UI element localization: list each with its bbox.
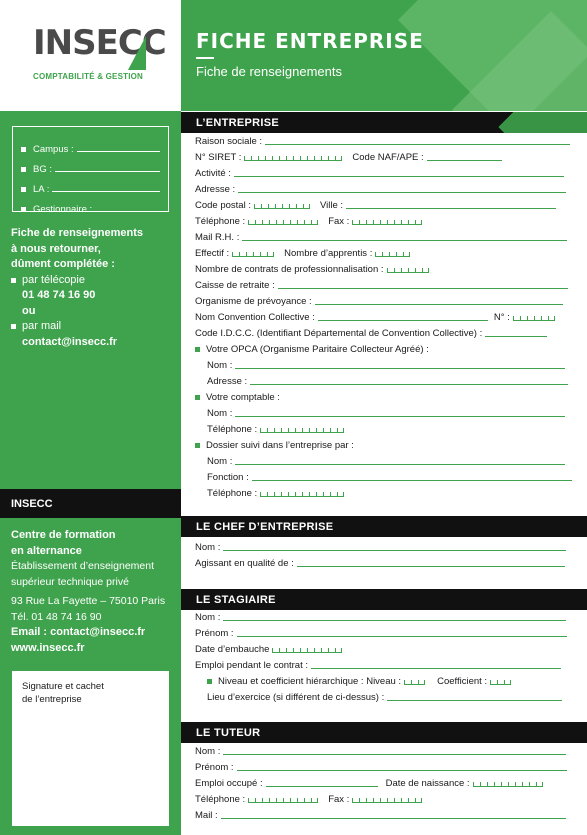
tut-prenom-input[interactable]	[237, 770, 567, 771]
opca-nom-row	[207, 357, 565, 371]
ent-mail-rh-row	[195, 229, 567, 243]
stag-lieu-row	[207, 689, 562, 703]
chef-nom-input[interactable]	[223, 550, 566, 551]
field-label: Téléphone :	[195, 794, 246, 805]
comptable-nom-row	[207, 405, 565, 419]
tut-prenom-row	[195, 759, 567, 773]
tut-emploi-input[interactable]	[266, 786, 378, 787]
ent-effectif-digit-boxes[interactable]	[375, 249, 410, 257]
ent-activite-input[interactable]	[234, 176, 564, 177]
school-email[interactable]: Email : contact@insecc.fr	[11, 626, 146, 638]
dossier-tel-digit-boxes[interactable]	[260, 489, 344, 497]
stag-prenom-row	[195, 625, 567, 639]
dossier-nom-row	[207, 453, 565, 467]
return-instructions: Fiche de renseignements à nous retourner, dûment complétée : par télécopie 01 48 74 16 90 ou par mail contact@insecc.fr	[11, 226, 143, 350]
ent-cp-ville-digit-boxes[interactable]	[254, 201, 310, 209]
field-label: Adresse :	[207, 376, 248, 387]
header	[181, 0, 587, 111]
field-label: Fax :	[328, 216, 350, 227]
field-label: Nom :	[195, 612, 221, 623]
tut-tel-fax-digit-boxes[interactable]	[352, 795, 422, 803]
ent-prevoyance-row	[195, 293, 563, 307]
bullet-icon	[21, 207, 26, 212]
field-label: Nom :	[207, 456, 233, 467]
field-label: Date d’embauche	[195, 644, 270, 655]
field-label: Nombre d’apprentis :	[284, 248, 373, 259]
chef-qualite-row	[195, 555, 565, 569]
ent-caisse-input[interactable]	[278, 288, 568, 289]
tut-nom-input[interactable]	[223, 754, 566, 755]
stag-niveau-row	[207, 673, 515, 687]
ent-prevoyance-input[interactable]	[315, 304, 563, 305]
field-label: Fonction :	[207, 472, 249, 483]
stag-niveau-digit-boxes[interactable]	[490, 677, 511, 685]
dossier-nom-input[interactable]	[235, 464, 565, 465]
field-label: Ville :	[319, 200, 344, 211]
side-fields-box	[12, 126, 169, 215]
field-label: Raison sociale :	[195, 136, 263, 147]
logo-area	[0, 0, 181, 111]
field-label: Mail R.H. :	[195, 232, 240, 243]
bullet-icon	[21, 147, 26, 152]
stag-emploi-input[interactable]	[311, 668, 561, 669]
ent-cp-ville-row	[195, 197, 556, 211]
stag-emploi-row	[195, 657, 561, 671]
field-label: Prénom :	[195, 628, 234, 639]
bullet-icon	[11, 278, 16, 283]
field-label: Votre OPCA (Organisme Paritaire Collecteur Agréé) :	[206, 344, 429, 355]
gestionnaire-field[interactable]: Gestionnaire :	[21, 195, 160, 215]
stag-embauche-row	[195, 641, 346, 655]
tut-tel-fax-digit-boxes[interactable]	[248, 795, 318, 803]
bullet-icon	[11, 324, 16, 329]
ent-convention-digit-boxes[interactable]	[513, 313, 555, 321]
tut-tel-fax-row	[195, 791, 426, 805]
field-label: Votre comptable :	[206, 392, 280, 403]
field-label: Emploi pendant le contrat :	[195, 660, 309, 671]
field-label: Lieu d’exercice (si différent de ci-dessus) :	[207, 692, 385, 703]
field-label: Nom Convention Collective :	[195, 312, 315, 323]
field-label: Organisme de prévoyance :	[195, 296, 312, 307]
bg-field[interactable]: BG :	[21, 155, 160, 175]
ent-tel-fax-digit-boxes[interactable]	[352, 217, 422, 225]
field-label: Mail :	[195, 810, 218, 821]
field-label: Fax :	[328, 794, 350, 805]
checkbox-square-icon	[207, 679, 212, 684]
ent-convention-input[interactable]	[318, 320, 488, 321]
ent-comptable-row	[195, 389, 283, 403]
field-label: Nom :	[195, 542, 221, 553]
page-subtitle: Fiche de renseignements	[196, 64, 342, 79]
field-label: Code NAF/APE :	[352, 152, 424, 163]
school-info: Centre de formation en alternance Établissement d’enseignement supérieur technique privé 93 Rue La Fayette – 75010 Paris Tél. 01 48 74 16 90 Email : contact@insecc.fr www.insecc.fr	[11, 528, 165, 656]
stag-niveau-digit-boxes[interactable]	[404, 677, 425, 685]
school-website-link[interactable]: www.insecc.fr	[11, 641, 85, 654]
ent-adresse-row	[195, 181, 566, 195]
section-chef: LE CHEF D’ENTREPRISE	[181, 516, 587, 537]
ent-caisse-row	[195, 277, 568, 291]
ent-siret-digit-boxes[interactable]	[244, 153, 342, 161]
field-label: Téléphone :	[195, 216, 246, 227]
ent-mail-rh-input[interactable]	[242, 240, 567, 241]
field-label: Nombre de contrats de professionnalisation :	[195, 264, 384, 275]
campus-field[interactable]: Campus :	[21, 135, 160, 155]
ent-opca-row	[195, 341, 432, 355]
dossier-fonction-input[interactable]	[252, 480, 572, 481]
school-bar: INSECC	[0, 489, 181, 518]
ent-tel-fax-row	[195, 213, 426, 227]
ent-idcc-input[interactable]	[485, 336, 547, 337]
ent-cp-ville-input[interactable]	[346, 208, 556, 209]
chef-nom-row	[195, 539, 566, 553]
tut-nom-row	[195, 743, 566, 757]
checkbox-square-icon	[195, 395, 200, 400]
opca-nom-input[interactable]	[235, 368, 565, 369]
ent-contrats-row	[195, 261, 433, 275]
field-label: Caisse de retraite :	[195, 280, 275, 291]
stag-nom-row	[195, 609, 566, 623]
field-label: Code postal :	[195, 200, 251, 211]
ent-dossier-row	[195, 437, 357, 451]
logo-triangle-icon	[128, 36, 146, 70]
field-label: Téléphone :	[207, 488, 258, 499]
ent-contrats-digit-boxes[interactable]	[387, 265, 429, 273]
field-label: Effectif :	[195, 248, 230, 259]
stag-embauche-digit-boxes[interactable]	[272, 645, 342, 653]
tut-mail-row	[195, 807, 566, 821]
comptable-tel-digit-boxes[interactable]	[260, 425, 344, 433]
field-label: Agissant en qualité de :	[195, 558, 294, 569]
field-label: Date de naissance :	[385, 778, 470, 789]
ent-raison-input[interactable]	[265, 144, 570, 145]
ent-idcc-row	[195, 325, 547, 339]
ent-adresse-input[interactable]	[238, 192, 566, 193]
field-label: Niveau et coefficient hiérarchique : Niveau :	[218, 676, 402, 687]
field-label: N° SIRET :	[195, 152, 242, 163]
signature-box[interactable]: Signature et cachet de l’entreprise	[12, 671, 169, 826]
field-label: Nom :	[207, 408, 233, 419]
stag-prenom-input[interactable]	[237, 636, 567, 637]
ent-siret-input[interactable]	[427, 160, 502, 161]
field-label: Coefficient :	[437, 676, 488, 687]
stag-nom-input[interactable]	[223, 620, 566, 621]
checkbox-square-icon	[195, 347, 200, 352]
field-label: Téléphone :	[207, 424, 258, 435]
dossier-tel-row	[207, 485, 348, 499]
section-entreprise: L’ENTREPRISE	[181, 112, 587, 133]
fax-number: 01 48 74 16 90	[22, 289, 96, 301]
ent-activite-row	[195, 165, 564, 179]
ent-raison-row	[195, 133, 570, 147]
tut-emploi-digit-boxes[interactable]	[473, 779, 543, 787]
field-label: Adresse :	[195, 184, 236, 195]
contact-email-link[interactable]: contact@insecc.fr	[22, 335, 118, 348]
opca-adresse-input[interactable]	[250, 384, 568, 385]
comptable-tel-row	[207, 421, 348, 435]
section-stagiaire: LE STAGIAIRE	[181, 589, 587, 610]
chef-qualite-input[interactable]	[297, 566, 565, 567]
ent-tel-fax-digit-boxes[interactable]	[248, 217, 318, 225]
ent-siret-row	[195, 149, 502, 163]
field-label: Emploi occupé :	[195, 778, 263, 789]
ent-effectif-row	[195, 245, 414, 259]
field-label: Prénom :	[195, 762, 234, 773]
dossier-fonction-row	[207, 469, 572, 483]
field-label: Nom :	[207, 360, 233, 371]
bullet-icon	[21, 187, 26, 192]
tut-emploi-row	[195, 775, 547, 789]
logo-tagline: COMPTABILITÉ & GESTION	[33, 72, 144, 81]
tut-mail-input[interactable]	[221, 818, 566, 819]
bullet-icon	[21, 167, 26, 172]
logo: INSECC	[33, 23, 166, 63]
opca-adresse-row	[207, 373, 568, 387]
stag-lieu-input[interactable]	[387, 700, 562, 701]
field-label: Code I.D.C.C. (Identifiant Départemental de Convention Collective) :	[195, 328, 483, 339]
page-title: FICHE ENTREPRISE	[196, 29, 424, 53]
field-label: Nom :	[195, 746, 221, 757]
section-tuteur: LE TUTEUR	[181, 722, 587, 743]
ent-convention-row	[195, 309, 559, 323]
comptable-nom-input[interactable]	[235, 416, 565, 417]
field-label: Dossier suivi dans l’entreprise par :	[206, 440, 354, 451]
field-label: N° :	[493, 312, 510, 323]
field-label: Activité :	[195, 168, 231, 179]
ent-effectif-digit-boxes[interactable]	[232, 249, 274, 257]
la-field[interactable]: LA :	[21, 175, 160, 195]
checkbox-square-icon	[195, 443, 200, 448]
